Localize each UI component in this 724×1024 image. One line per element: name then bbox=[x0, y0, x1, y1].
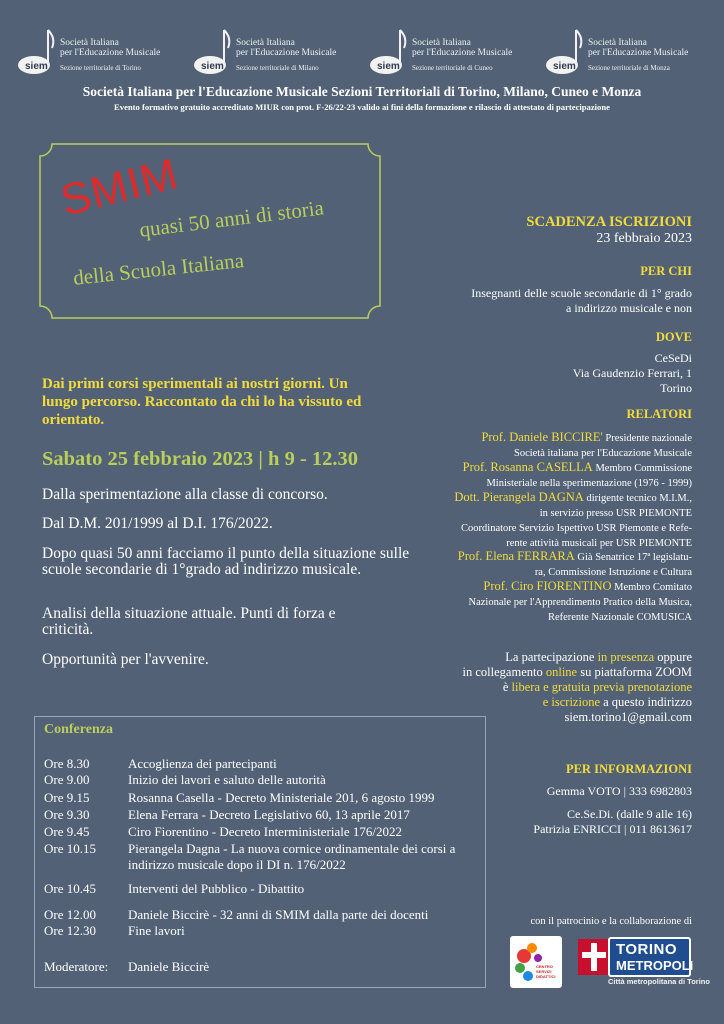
logo-line3: Sezione territoriale di Cuneo bbox=[412, 64, 493, 72]
header-subtitle: Evento formativo gratuito accreditato MIUR con prot. F-26/22-23 valido ai fini della formazione e rilascio di attestato di partecipazione bbox=[114, 102, 610, 112]
schedule-time: Ore 12.30 bbox=[44, 923, 96, 938]
siem-logo-monza bbox=[542, 24, 712, 76]
paragraph: Dal D.M. 201/1999 al D.I. 176/2022. bbox=[42, 515, 273, 532]
moderator-label: Moderatore: bbox=[44, 959, 109, 974]
logo-line1: Società Italiana bbox=[236, 38, 295, 48]
participation-highlight: libera e gratuita previa prenotazione bbox=[511, 680, 692, 694]
cesedi-logo bbox=[510, 936, 562, 988]
schedule-time: Ore 9.00 bbox=[44, 772, 90, 787]
relatore-ferrara bbox=[392, 549, 692, 580]
schedule-row bbox=[44, 841, 484, 875]
logo-line1: Società Italiana bbox=[412, 38, 471, 48]
relatore-name: Prof. Elena FERRARA bbox=[457, 549, 575, 563]
relatore-name: Prof. Rosanna CASELLA bbox=[462, 460, 593, 474]
banner-line2: della Scuola Italiana bbox=[72, 248, 246, 290]
header-title: Società Italiana per l'Educazione Musicale Sezioni Territoriali di Torino, Milano, Cuneo e Monza bbox=[82, 84, 642, 99]
torino-shield-icon bbox=[578, 939, 610, 975]
participation-line2 bbox=[463, 665, 692, 680]
relatore-role: Membro Commissione bbox=[595, 463, 692, 474]
schedule-time: Ore 12.00 bbox=[44, 907, 96, 922]
schedule-row bbox=[44, 907, 484, 923]
relatore-dagna bbox=[392, 490, 692, 551]
participation-line3 bbox=[503, 680, 692, 695]
schedule-row bbox=[44, 790, 484, 806]
paragraph: Opportunità per l'avvenire. bbox=[42, 651, 209, 668]
torino-logo-box bbox=[608, 937, 694, 977]
deadline-title: SCADENZA ISCRIZIONI bbox=[526, 214, 692, 230]
relatore-role: in servizio presso USR PIEMONTE bbox=[539, 508, 692, 519]
schedule-desc: Interventi del Pubblico - Dibattito bbox=[128, 881, 305, 896]
cesedi-logo-text: CENTRO SERVIZI DIDATTICI bbox=[536, 964, 556, 979]
svg-text:siem: siem bbox=[553, 61, 576, 72]
info-line2: Ce.Se.Di. (dalle 9 alle 16) bbox=[567, 807, 692, 821]
relatore-role: rente attività musicali per USR PIEMONTE bbox=[506, 538, 692, 549]
paragraph: Dalla sperimentazione alla classe di concorso. bbox=[42, 486, 328, 503]
schedule-desc: Elena Ferrara - Decreto Legislativo 60, 13 aprile 2017 bbox=[128, 807, 410, 822]
deadline-date: 23 febbraio 2023 bbox=[596, 231, 692, 246]
siem-logo-milano bbox=[190, 24, 360, 76]
relatore-name: Prof. Ciro FIORENTINO bbox=[483, 579, 612, 593]
schedule-desc: Ciro Fiorentino - Decreto Interministeriale 176/2022 bbox=[128, 824, 403, 839]
relatore-fiorentino bbox=[392, 579, 692, 625]
schedule-row bbox=[44, 923, 484, 939]
logo-line3: Sezione territoriale di Milano bbox=[236, 64, 319, 72]
participation-line4 bbox=[543, 695, 692, 710]
participation-highlight: in presenza bbox=[597, 650, 655, 664]
schedule-row bbox=[44, 881, 484, 897]
logo-line3: Sezione territoriale di Torino bbox=[60, 64, 141, 72]
participation-highlight: e iscrizione bbox=[542, 695, 600, 709]
siem-note-icon bbox=[366, 24, 412, 76]
schedule-row bbox=[44, 756, 484, 772]
siem-note-icon bbox=[542, 24, 588, 76]
participation-text: su piattaforma ZOOM bbox=[580, 665, 692, 679]
torino-logo-line2: METROPOLI bbox=[616, 958, 694, 973]
dove-line2: Via Gaudenzio Ferrari, 1 bbox=[572, 366, 692, 380]
dove-line1: CeSeDi bbox=[654, 351, 692, 365]
patrocinio-text: con il patrocinio e la collaborazione di bbox=[530, 916, 692, 927]
logo-line2: per l'Educazione Musicale bbox=[236, 48, 337, 58]
schedule-time: Ore 10.15 bbox=[44, 841, 96, 856]
logo-line3: Sezione territoriale di Monza bbox=[588, 64, 670, 72]
logo-line1: Società Italiana bbox=[60, 38, 119, 48]
logo-line1: Società Italiana bbox=[588, 38, 647, 48]
banner-smim: SMIM bbox=[56, 149, 184, 226]
relatore-role: Già Senatrice 17ª legislatu- bbox=[577, 552, 692, 563]
relatori-title: RELATORI bbox=[626, 407, 692, 421]
svg-text:siem: siem bbox=[201, 61, 224, 72]
info-line3: Patrizia ENRICCI | 011 8613617 bbox=[533, 822, 692, 836]
relatore-casella bbox=[392, 460, 692, 491]
schedule-time: Ore 8.30 bbox=[44, 756, 90, 771]
relatore-role: Coordinatore Servizio Ispettivo USR Piemonte e Refe- bbox=[461, 523, 692, 534]
participation-text: a questo indirizzo bbox=[600, 695, 692, 709]
perchi-title: PER CHI bbox=[640, 264, 692, 278]
relatore-name: Prof. Daniele BICCIRE' bbox=[481, 430, 603, 444]
relatore-role: Presidente nazionale bbox=[605, 433, 692, 444]
participation-email[interactable]: siem.torino1@gmail.com bbox=[564, 710, 692, 724]
relatore-role: Ministeriale nella sperimentazione (1976 - 1999) bbox=[486, 478, 692, 489]
relatore-biccire bbox=[392, 430, 692, 461]
siem-note-icon bbox=[14, 24, 60, 76]
info-line1: Gemma VOTO | 333 6982803 bbox=[546, 784, 692, 798]
participation-text: è bbox=[502, 680, 512, 694]
relatore-role: Referente Nazionale COMUSICA bbox=[547, 612, 692, 623]
schedule-time: Ore 10.45 bbox=[44, 881, 96, 896]
schedule-row bbox=[44, 824, 484, 840]
logo-line2: per l'Educazione Musicale bbox=[412, 48, 513, 58]
schedule-desc: Rosanna Casella - Decreto Ministeriale 201, 6 agosto 1999 bbox=[128, 790, 435, 805]
paragraph: Analisi della situazione attuale. Punti di forza e criticità. bbox=[42, 605, 336, 638]
paragraph: Dopo quasi 50 anni facciamo il punto della situazione sulle scuole secondarie di 1°grado ad indirizzo musicale. bbox=[42, 545, 410, 578]
torino-metropoli-logo bbox=[578, 937, 710, 989]
info-title: PER INFORMAZIONI bbox=[565, 762, 692, 776]
relatore-role: Società italiana per l'Educazione Musicale bbox=[514, 448, 692, 459]
participation-highlight: online bbox=[545, 665, 581, 679]
participation-text: La partecipazione bbox=[505, 650, 598, 664]
dove-line3: Torino bbox=[660, 381, 692, 395]
moderator-name: Daniele Biccirè bbox=[128, 959, 210, 974]
torino-logo-line3: Città metropolitana di Torino bbox=[608, 977, 710, 986]
dove-title: DOVE bbox=[655, 330, 692, 344]
schedule-time: Ore 9.15 bbox=[44, 790, 90, 805]
intro-text: Dai primi corsi sperimentali ai nostri giorni. Un lungo percorso. Raccontato da chi lo ha vissuto ed orientato. bbox=[42, 376, 362, 428]
schedule-title: Conferenza bbox=[44, 722, 113, 737]
perchi-line2: a indirizzo musicale e non bbox=[566, 301, 692, 315]
logo-line2: per l'Educazione Musicale bbox=[60, 48, 161, 58]
siem-note-icon bbox=[190, 24, 236, 76]
svg-text:siem: siem bbox=[377, 61, 400, 72]
schedule-row bbox=[44, 772, 484, 788]
siem-logo-torino bbox=[14, 24, 184, 76]
torino-logo-line1: TORINO bbox=[616, 941, 678, 958]
schedule-desc: Fine lavori bbox=[128, 923, 185, 938]
schedule-desc: Inizio dei lavori e saluto delle autorità bbox=[128, 772, 326, 787]
logo-line2: per l'Educazione Musicale bbox=[588, 48, 689, 58]
schedule-list bbox=[44, 756, 484, 986]
schedule-desc: Daniele Biccirè - 32 anni di SMIM dalla parte dei docenti bbox=[128, 907, 429, 922]
relatore-role: Nazionale per l'Apprendimento Pratico della Musica, bbox=[468, 597, 692, 608]
schedule-row bbox=[44, 807, 484, 823]
relatore-name: Dott. Pierangela DAGNA bbox=[454, 490, 584, 504]
relatore-role: dirigente tecnico M.I.M., bbox=[586, 493, 692, 504]
participation-line1 bbox=[505, 650, 692, 665]
participation-text: oppure bbox=[654, 650, 692, 664]
participation-text: in collegamento bbox=[462, 665, 546, 679]
cesedi-logo-icon bbox=[510, 936, 562, 988]
schedule-desc: Accoglienza dei partecipanti bbox=[128, 756, 277, 771]
relatore-role: ra, Commissione Istruzione e Cultura bbox=[534, 567, 692, 578]
perchi-line1: Insegnanti delle scuole secondarie di 1° grado bbox=[471, 286, 692, 300]
schedule-time: Ore 9.30 bbox=[44, 807, 90, 822]
schedule-time: Ore 9.45 bbox=[44, 824, 90, 839]
schedule-desc: Pierangela Dagna - La nuova cornice ordinamentale dei corsi a indirizzo musicale dopo il DI n. 176/2022 bbox=[128, 841, 456, 872]
moderator-row bbox=[44, 959, 484, 975]
banner-line1: quasi 50 anni di storia bbox=[138, 195, 326, 242]
event-date: Sabato 25 febbraio 2023 | h 9 - 12.30 bbox=[42, 448, 359, 470]
siem-logo-cuneo bbox=[366, 24, 536, 76]
svg-text:siem: siem bbox=[25, 61, 48, 72]
torino-cross-icon bbox=[578, 939, 610, 975]
relatore-role: Membro Comitato bbox=[614, 582, 692, 593]
